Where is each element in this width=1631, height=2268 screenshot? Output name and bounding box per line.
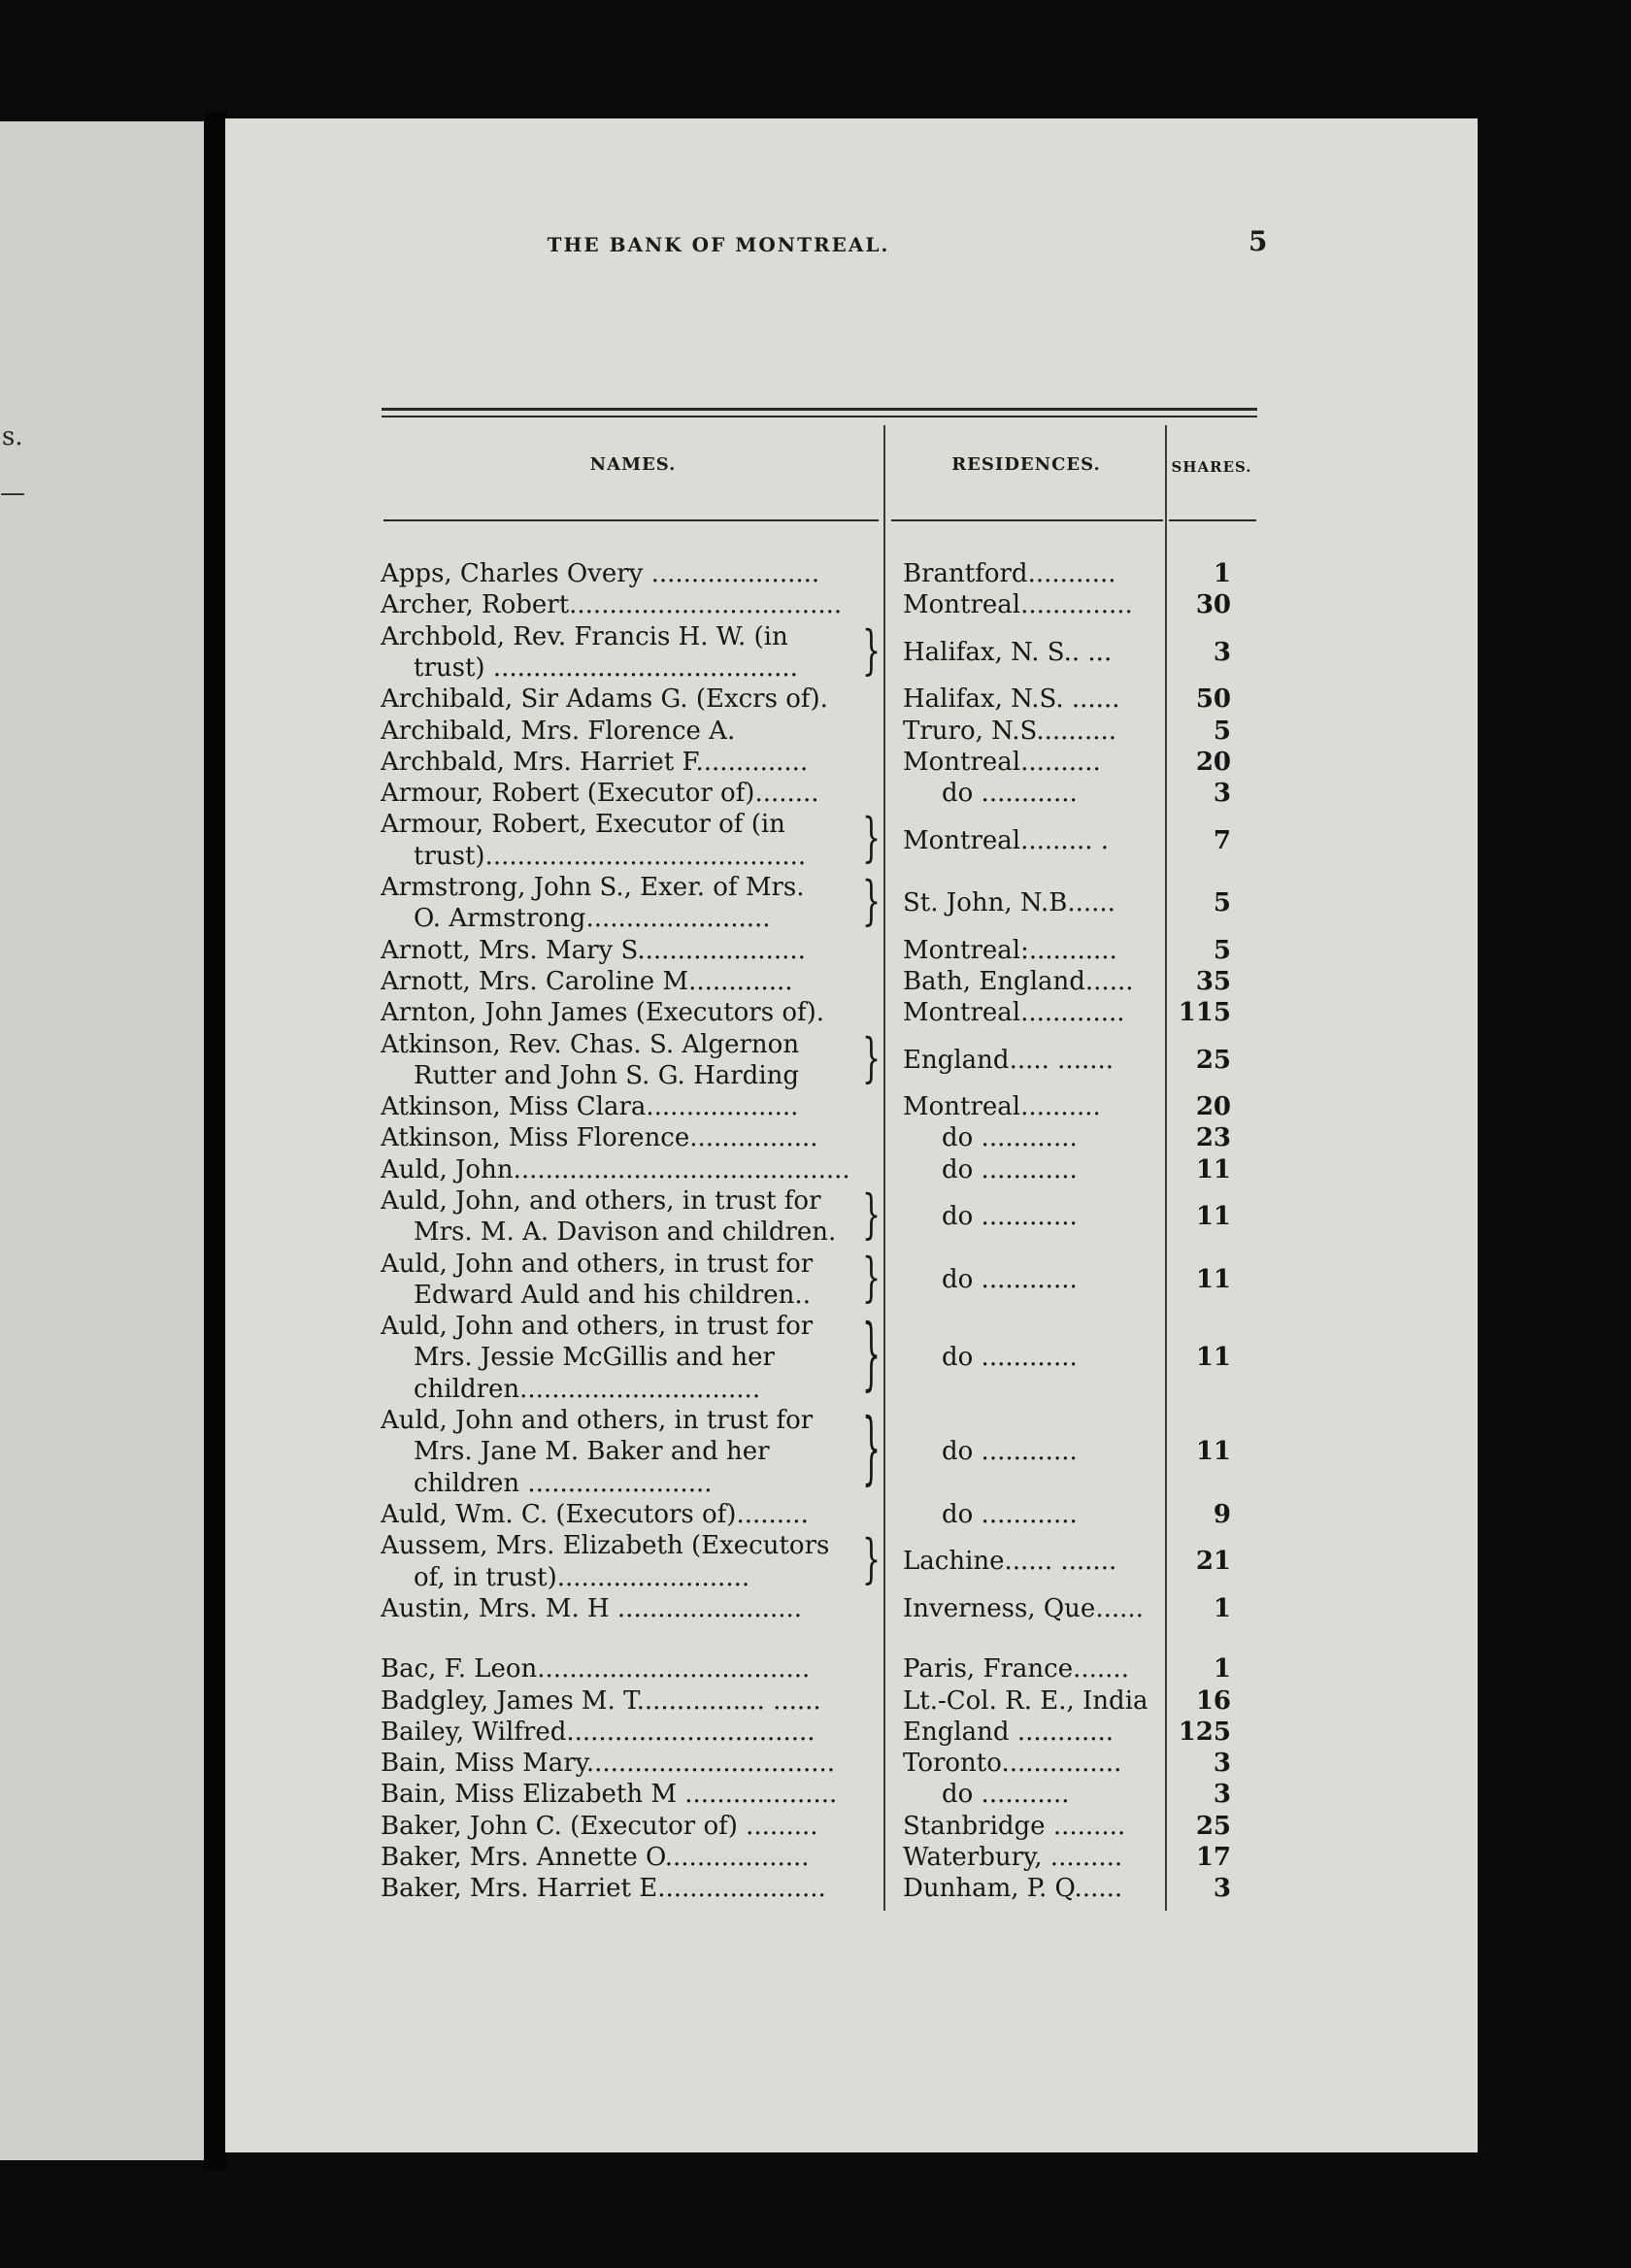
table-row [381,1154,1235,1185]
table-row [381,1249,1235,1312]
table-row [381,1811,1235,1842]
residence: Montreal.......... [903,1092,1101,1122]
table-row [381,872,1235,935]
residence: Montreal............. [903,998,1125,1028]
header-rule-names [383,519,879,521]
table-row [381,1842,1235,1873]
table-row [381,1122,1235,1153]
residence: England ............ [903,1717,1115,1747]
grouping-brace: } [862,1309,882,1402]
share-count: 11 [1195,1202,1231,1232]
shareholder-name: Auld, John.......................................... [381,1154,850,1184]
shareholder-name: Mrs. M. A. Davison and children. [414,1217,837,1248]
shareholder-name: Arnton, John James (Executors of). [381,998,825,1028]
share-count: 20 [1195,1092,1231,1122]
share-count: 5 [1213,888,1231,918]
share-count: 3 [1213,1749,1231,1779]
shareholder-name: Archibald, Sir Adams G. (Excrs of). [381,684,828,715]
share-count: 5 [1213,935,1231,965]
grouping-brace: } [862,1247,882,1309]
share-count: 11 [1195,1154,1231,1184]
table-row [381,1593,1235,1624]
share-count: 125 [1178,1717,1231,1747]
table-row [381,1185,1235,1249]
residence: Montreal:........... [903,935,1117,965]
shareholder-name: Archbold, Rev. Francis H. W. (in [381,621,788,651]
column-header-shares: SHARES. [1171,458,1252,476]
share-count: 20 [1195,747,1231,777]
residence: do ........... [942,1780,1070,1810]
shareholder-name: Austin, Mrs. M. H ....................... [381,1593,803,1623]
share-count: 3 [1213,1780,1231,1810]
residence: do ............ [942,1123,1078,1153]
table-row [381,558,1235,589]
share-count: 21 [1195,1547,1231,1577]
table-row [381,1748,1235,1779]
table-row [381,1311,1235,1405]
grouping-brace: } [862,1184,882,1247]
residence: Inverness, Que...... [903,1593,1144,1623]
shareholder-name: Armour, Robert, Executor of (in [381,810,785,840]
residence: Bath, England...... [903,966,1134,996]
residence: Truro, N.S.......... [903,716,1117,746]
table-row [381,1779,1235,1810]
share-count: 23 [1195,1123,1231,1153]
share-count: 5 [1213,716,1231,746]
share-count: 17 [1195,1843,1231,1872]
top-rule-thick [382,408,1257,411]
table-row [381,1530,1235,1593]
grouping-brace: } [862,871,882,933]
shareholder-name: Baker, John C. (Executor of) ......... [381,1811,818,1841]
table-row [381,778,1235,809]
table-row [381,684,1235,715]
table-row [381,1029,1235,1092]
shareholder-name: O. Armstrong....................... [414,904,771,934]
shareholder-name: trust) ...................................... [414,652,798,683]
residence: do ............ [942,1202,1078,1232]
shareholder-name: Bain, Miss Elizabeth M ................... [381,1780,838,1810]
residence: Stanbridge ......... [903,1811,1126,1841]
header-rule-shares [1169,519,1256,521]
shareholder-name: Edward Auld and his children.. [414,1280,811,1310]
page-title: THE BANK OF MONTREAL. [547,233,890,256]
grouping-brace: } [862,619,882,682]
share-count: 35 [1195,966,1231,996]
shareholder-name: Armour, Robert (Executor of)........ [381,779,819,809]
residence: Toronto............... [903,1749,1122,1779]
shareholder-name: Bain, Miss Mary............................... [381,1749,836,1779]
share-count: 3 [1213,637,1231,667]
shareholder-name: Baker, Mrs. Harriet E..................... [381,1874,826,1904]
residence: Montreal.............. [903,590,1133,620]
share-count: 1 [1213,559,1231,588]
share-count: 25 [1195,1811,1231,1841]
residence: do ............ [942,1500,1078,1529]
shareholder-name: Badgley, James M. T................ ...... [381,1685,821,1716]
margin-dash: — [0,479,25,508]
residence: Halifax, N. S.. ... [903,637,1113,667]
column-header-residences: RESIDENCES. [951,454,1101,475]
residence: do ............ [942,1154,1078,1184]
shareholder-name: Auld, Wm. C. (Executors of)......... [381,1500,809,1529]
residence: do ............ [942,1437,1078,1467]
margin-mark: s. [2,422,23,451]
shareholder-name: of, in trust)........................ [414,1562,750,1592]
table-row [381,935,1235,966]
shareholder-name: Bailey, Wilfred............................... [381,1717,816,1747]
header-rule-residences [891,519,1163,521]
shareholder-name: Auld, John, and others, in trust for [381,1186,821,1216]
grouping-brace: } [862,1529,882,1591]
column-header-names: NAMES. [589,454,677,475]
shareholder-name: Atkinson, Rev. Chas. S. Algernon [381,1029,800,1059]
table-row [381,997,1235,1028]
table-row [381,1685,1235,1717]
shareholder-name: Mrs. Jessie McGillis and her [414,1343,775,1373]
residence: Montreal......... . [903,825,1110,855]
residence: England..... ....... [903,1045,1115,1075]
table-row [381,589,1235,620]
residence: do ............ [942,1264,1078,1294]
share-count: 3 [1213,779,1231,809]
shareholder-name: Auld, John and others, in trust for [381,1249,814,1279]
residence: Lachine...... ....... [903,1547,1117,1577]
grouping-brace: } [862,1027,882,1089]
residence: do ............ [942,1343,1078,1373]
table-row [381,966,1235,997]
residence: do ............ [942,779,1078,809]
share-count: 30 [1195,590,1231,620]
table-row [381,1653,1235,1684]
residence: Halifax, N.S. ...... [903,684,1120,715]
shareholder-name: children.............................. [414,1374,761,1404]
table-row [381,1499,1235,1530]
share-count: 7 [1213,825,1231,855]
page-number: 5 [1248,225,1268,257]
shareholder-name: Arnott, Mrs. Caroline M............. [381,966,793,996]
table-row [381,1717,1235,1748]
table-row [381,809,1235,872]
table-row [381,1873,1235,1904]
previous-page-edge [0,121,204,2160]
share-count: 11 [1195,1264,1231,1294]
table-row [381,621,1235,684]
table-row [381,716,1235,747]
residence: Montreal.......... [903,747,1101,777]
shareholder-name: Rutter and John S. G. Harding [414,1060,800,1090]
page-gutter [204,112,227,2170]
shareholder-name: Auld, John and others, in trust for [381,1406,814,1436]
grouping-brace: } [862,1403,882,1496]
residence: Brantford........... [903,559,1116,588]
shareholder-name: Atkinson, Miss Florence................ [381,1123,818,1153]
share-count: 3 [1213,1874,1231,1904]
shareholder-name: Auld, John and others, in trust for [381,1312,814,1342]
shareholder-name: Apps, Charles Overy ..................... [381,559,820,588]
shareholder-name: Armstrong, John S., Exer. of Mrs. [381,873,805,902]
share-count: 11 [1195,1437,1231,1467]
residence: Waterbury, ......... [903,1843,1123,1872]
shareholder-name: Archer, Robert.................................. [381,590,843,620]
residence: Paris, France....... [903,1654,1129,1684]
shareholder-name: Baker, Mrs. Annette O.................. [381,1843,810,1872]
table-row [381,1405,1235,1499]
residence: Lt.-Col. R. E., India [903,1685,1148,1716]
top-rule-thin [382,416,1257,417]
table-row [381,747,1235,778]
share-count: 25 [1195,1045,1231,1075]
shareholder-name: trust)........................................ [414,841,807,871]
shareholder-name: Bac, F. Leon.................................. [381,1654,811,1684]
share-count: 50 [1195,684,1231,715]
share-count: 16 [1195,1685,1231,1716]
shareholder-name: Archbald, Mrs. Harriet F.............. [381,747,809,777]
shareholder-name: Arnott, Mrs. Mary S..................... [381,935,806,965]
shareholder-name: children ....................... [414,1468,713,1498]
residence: Dunham, P. Q...... [903,1874,1123,1904]
shareholder-name: Archibald, Mrs. Florence A. [381,716,736,746]
shareholder-name: Aussem, Mrs. Elizabeth (Executors [381,1531,830,1561]
table-row [381,1091,1235,1122]
share-count: 9 [1213,1500,1231,1529]
share-count: 11 [1195,1343,1231,1373]
share-count: 115 [1178,998,1231,1028]
share-count: 1 [1213,1654,1231,1684]
share-count: 1 [1213,1593,1231,1623]
shareholder-name: Atkinson, Miss Clara................... [381,1092,799,1122]
shareholder-name: Mrs. Jane M. Baker and her [414,1437,770,1467]
grouping-brace: } [862,808,882,870]
residence: St. John, N.B...... [903,888,1115,918]
